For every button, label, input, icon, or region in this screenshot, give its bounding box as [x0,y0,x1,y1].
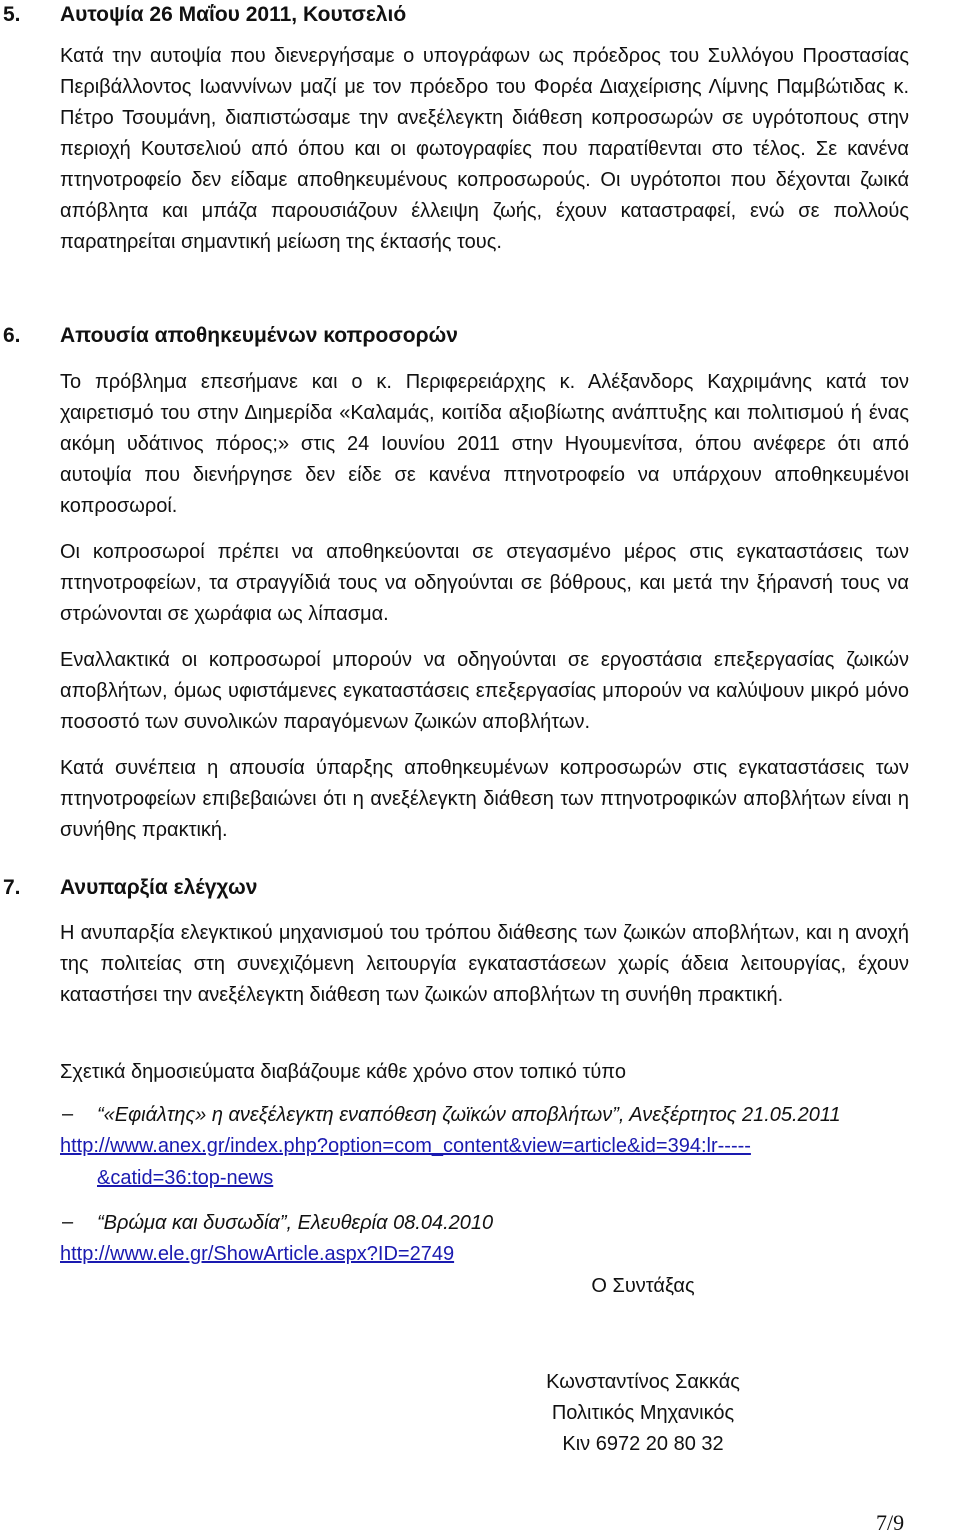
signature-name: Κωνσταντίνος Σακκάς [546,1371,740,1393]
reference-2-dash: – [62,1211,74,1233]
section-7-number: 7. [3,876,21,899]
signature-title: Πολιτικός Μηχανικός [551,1402,735,1424]
page-number: 7/9 [876,1510,905,1535]
reference-2-citation: “Βρώμα και δυσωδία”, Ελευθερία 08.04.2010 [97,1212,494,1234]
signature-role: Ο Συντάξας [591,1275,695,1297]
section-7-paragraph: Η ανυπαρξία ελεγκτικού μηχανισμού του τρόπου διάθεσης των ζωικών αποβλήτων, και η ανοχή της πολιτείας στη συνεχιζόμενη λειτουργία εγκαταστάσεων χωρίς άδεια λειτουργίας, έχουν καταστήσει την ανεξέλεγκτη διάθεση των ζωικών αποβλήτων τη συνήθη πρακτική. [60,922,909,1006]
section-7-heading: Ανυπαρξία ελέγχων [60,876,258,899]
signature-phone: Κιν 6972 20 80 32 [562,1433,724,1455]
reference-1-link[interactable]: http://www.anex.gr/index.php?option=com_content&view=article&id=394:lr----- [60,1135,751,1157]
section-6-paragraph-2: Οι κοπροσωροί πρέπει να αποθηκεύονται σε στεγασμένο μέρος στις εγκαταστάσεις των πτηνοτροφείων, τα στραγγίδιά τους να οδηγούνται σε βόθρους, και μετά την ξήρανσή τους να στρώνονται σε χωράφια ως λίπασμα. [60,541,909,625]
section-5-paragraph: Κατά την αυτοψία που διενεργήσαμε ο υπογράφων ως πρόεδρος του Συλλόγου Προστασίας Περιβάλλοντος Ιωαννίνων μαζί με τον πρόεδρο του Φορέα Διαχείρισης Λίμνης Παμβώτιδας κ. Πέτρο Τσουμάνη, διαπιστώσαμε την ανεξέλεγκτη διάθεση κοπροσωρών σε υγρότοπους στην περιοχή Κουτσελιού από όπου και οι φωτογραφίες που παρατίθενται στο τέλος. Σε κανένα πτηνοτροφείο δεν είδαμε αποθηκευμένους κοπροσωρούς. Οι υγρότοποι που δέχονται ζωικά απόβλητα και μπάζα παρουσιάζουν έλλειψη ζωής, έχουν καταστραφεί, ενώ σε πολλούς παρατηρείται σημαντική μείωση της έκτασής τους. [60,45,909,253]
section-6-paragraph-1: Το πρόβλημα επεσήμανε και ο κ. Περιφερειάρχης κ. Αλέξανδορς Καχριμάνης κατά τον χαιρετισμό του στην Διημερίδα «Καλαμάς, κοιτίδα αξιοβίωτης ανάπτυξης και πολιτισμού ή ένας ακόμη υδάτινος πόρος;» στις 24 Ιουνίου 2011 στην Ηγουμενίτσα, όπου ανέφερε ότι από αυτοψία που διενήργησε δεν είδε σε κανένα πτηνοτροφείο να υπάρχουν αποθηκευμένοι κοπροσωροί. [60,371,909,517]
section-6-paragraph-3: Εναλλακτικά οι κοπροσωροί μπορούν να οδηγούνται σε εργοστάσια επεξεργασίας ζωικών αποβλήτων, όμως υφιστάμενες εγκαταστάσεις επεξεργασίας μπορούν να καλύψουν μικρό μόνο ποσοστό των συνολικών παραγόμενων ζωικών αποβλήτων. [60,649,909,733]
reference-2-link[interactable]: http://www.ele.gr/ShowArticle.aspx?ID=2749 [60,1243,455,1265]
section-5-number: 5. [3,3,21,26]
reference-1-link-continued[interactable]: &catid=36:top-news [97,1167,274,1189]
reference-1-dash: – [62,1103,74,1125]
section-6-number: 6. [3,324,21,347]
section-6-paragraph-4: Κατά συνέπεια η απουσία ύπαρξης αποθηκευμένων κοπροσωρών στις εγκαταστάσεις των πτηνοτροφείων επιβεβαιώνει ότι η ανεξέλεγκτη διάθεση των πτηνοτροφικών αποβλήτων είναι η συνήθης πρακτική. [60,757,909,841]
section-5-heading: Αυτοψία 26 Μαΐου 2011, Κουτσελιό [60,3,407,26]
reference-1-citation: “«Εφιάλτης» η ανεξέλεγκτη εναπόθεση ζωϊκών αποβλήτων”, Ανεξέρτητος 21.05.2011 [97,1104,841,1126]
references-intro: Σχετικά δημοσιεύματα διαβάζουμε κάθε χρόνο στον τοπικό τύπο [60,1061,626,1083]
section-6-heading: Απουσία αποθηκευμένων κοπροσορών [60,324,458,347]
